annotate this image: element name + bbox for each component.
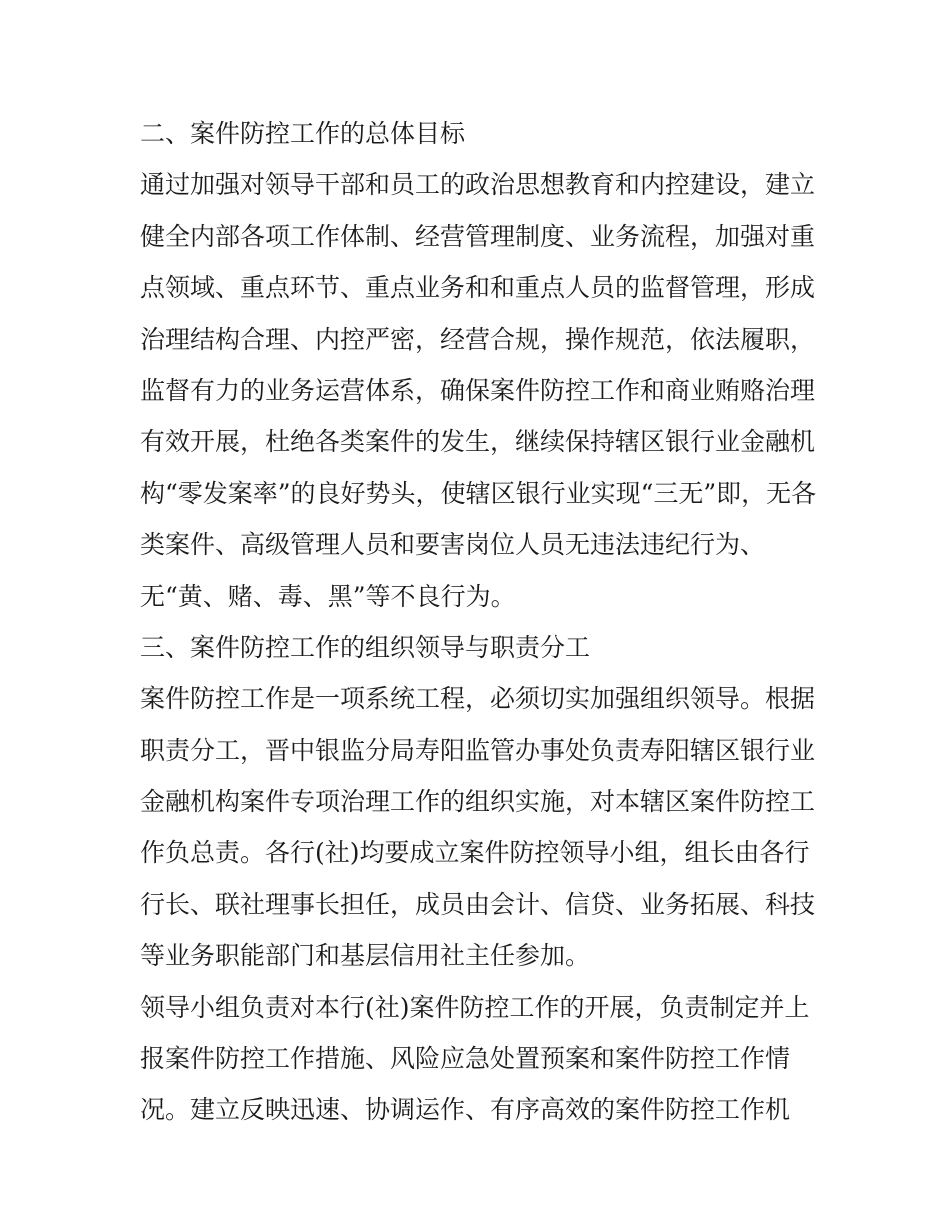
paragraph-line: 类案件、高级管理人员和要害岗位人员无违法违纪行为、 (140, 530, 766, 560)
document-body (140, 108, 820, 1136)
paragraph-line: 等业务职能部门和基层信用社主任参加。 (140, 941, 591, 971)
paragraph-line: 作负总责。各行(社)均要成立案件防控领导小组，组长由各行 (140, 838, 810, 868)
paragraph-line: 案件防控工作是一项系统工程，必须切实加强组织领导。根据 (140, 684, 816, 714)
paragraph-line: 无“黄、赌、毒、黑”等不良行为。 (140, 581, 516, 611)
section-heading: 二、案件防控工作的总体目标 (140, 119, 466, 148)
paragraph-line: 构“零发案率”的良好势头，使辖区银行业实现“三无”即，无各 (140, 478, 817, 508)
section-heading: 三、案件防控工作的组织领导与职责分工 (140, 632, 591, 662)
paragraph-line: 职责分工，晋中银监分局寿阳监管办事处负责寿阳辖区银行业 (140, 735, 816, 765)
paragraph-line: 报案件防控工作措施、风险应急处置预案和案件防控工作情 (140, 1044, 791, 1074)
paragraph-line: 健全内部各项工作体制、经营管理制度、业务流程，加强对重 (140, 221, 816, 251)
paragraph-line: 监督有力的业务运营体系，确保案件防控工作和商业贿赂治理 (140, 375, 816, 405)
paragraph-line: 点领域、重点环节、重点业务和和重点人员的监督管理，形成 (140, 273, 816, 303)
paragraph-line: 通过加强对领导干部和员工的政治思想教育和内控建设，建立 (140, 170, 816, 200)
paragraph-line: 领导小组负责对本行(社)案件防控工作的开展，负责制定并上 (140, 992, 810, 1022)
paragraph-line: 治理结构合理、内控严密，经营合规，操作规范，依法履职， (140, 324, 816, 354)
paragraph-line: 况。建立反映迅速、协调运作、有序高效的案件防控工作机 (140, 1095, 791, 1125)
paragraph-line: 有效开展，杜绝各类案件的发生，继续保持辖区银行业金融机 (140, 427, 816, 457)
paragraph-line: 金融机构案件专项治理工作的组织实施，对本辖区案件防控工 (140, 787, 816, 817)
paragraph-line: 行长、联社理事长担任，成员由会计、信贷、业务拓展、科技 (140, 889, 816, 919)
